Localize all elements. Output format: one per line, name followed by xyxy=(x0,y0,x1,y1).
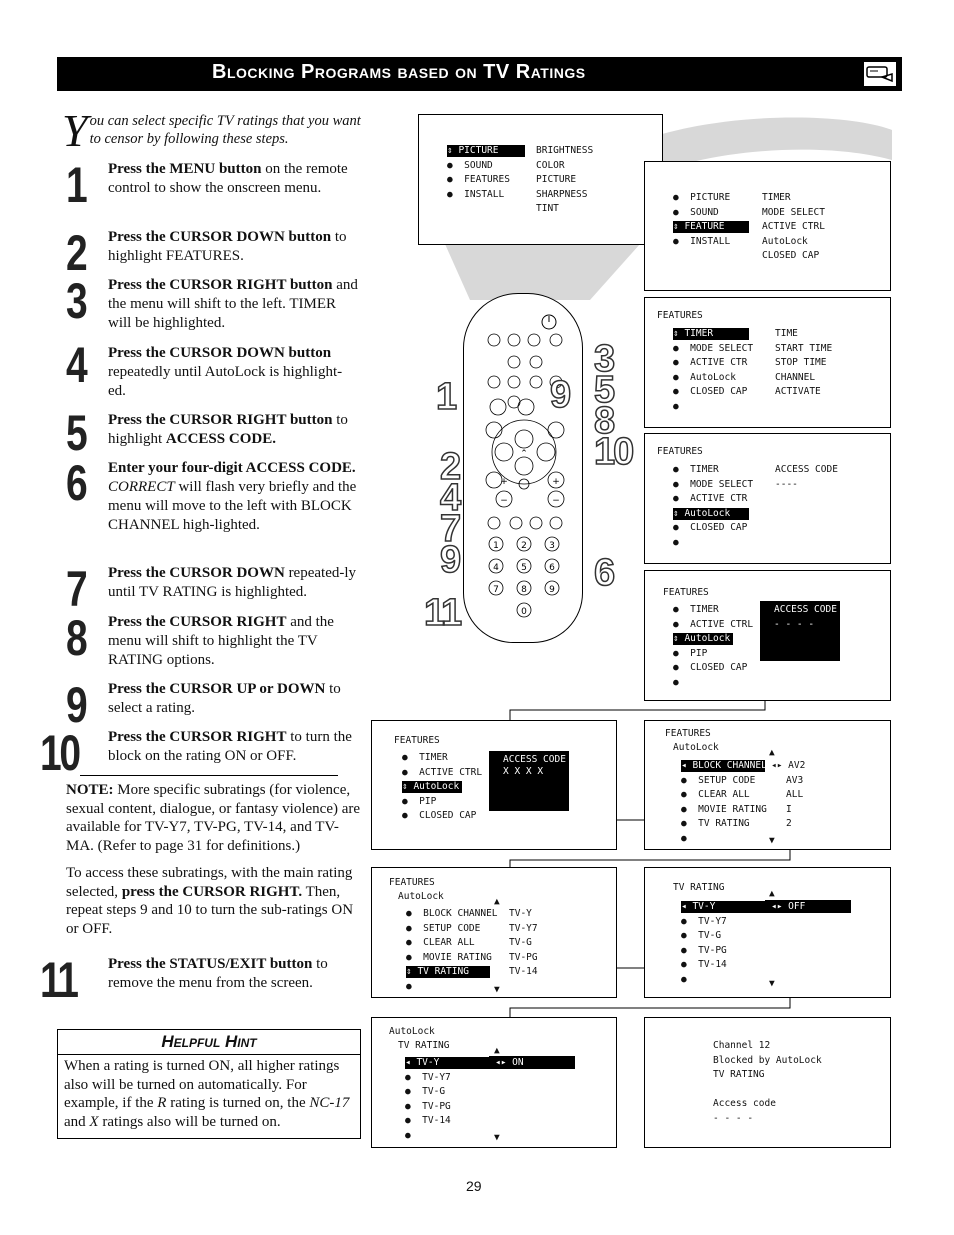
scroll-up-icon: ▲ xyxy=(494,896,500,907)
bullet-icon: ● xyxy=(681,915,699,927)
message-line: - - - - xyxy=(713,1112,754,1124)
bullet-icon: ⇕ xyxy=(673,633,685,644)
message-line: Channel 12 xyxy=(713,1040,771,1051)
menu-item: ⇕ PICTURE xyxy=(447,145,525,157)
bullet-icon: ● xyxy=(406,908,424,919)
menu-item: AutoLock xyxy=(762,235,808,247)
menu-item: ⇕ TV RATING xyxy=(406,966,490,978)
bullet-icon: ● xyxy=(406,980,412,992)
remote-control xyxy=(463,293,583,643)
menu-item: ● SETUP CODE xyxy=(681,774,756,786)
svg-text:8: 8 xyxy=(521,585,527,595)
bullet-icon: ● xyxy=(681,944,699,956)
callout-2479: 2 4 7 9 xyxy=(440,446,460,581)
menu-item: ● ACTIVE CTR xyxy=(673,357,748,368)
step-text: Press the CURSOR DOWN button repeatedly until AutoLock is highlight-ed. xyxy=(108,345,343,399)
menu-item: TV-14 xyxy=(509,966,538,977)
screen-tv-rating-on xyxy=(371,1017,617,1148)
step-number: 2 xyxy=(66,225,86,281)
step-text: Enter your four-digit ACCESS CODE. CORRECT will flash very briefly and the menu will move to the left with BLOCK CHANNEL high-lighted. xyxy=(108,460,357,533)
step-text: Press the CURSOR RIGHT button and the menu will shift to the left. TIMER will be highlighted. xyxy=(108,277,358,331)
step-text: Press the CURSOR DOWN button to highlight FEATURES. xyxy=(108,229,347,264)
menu-item: ● FEATURES xyxy=(447,174,510,185)
intro-text: ou can select specific TV ratings that you want to censor by following these steps. xyxy=(89,113,361,147)
menu-item: ◂ BLOCK CHANNEL xyxy=(681,760,767,771)
step-number: 9 xyxy=(66,677,86,733)
bullet-icon: ● xyxy=(673,662,691,673)
menu-item: ● CLOSED CAP xyxy=(673,386,748,397)
menu-item: TIME xyxy=(775,328,798,339)
message-line: Access code xyxy=(713,1098,776,1109)
scroll-down-icon: ▼ xyxy=(769,978,775,989)
svg-text:−: − xyxy=(500,496,508,506)
menu-item: TV-Y xyxy=(509,908,532,919)
menu-item: ⇕ FEATURE xyxy=(673,221,749,233)
bullet-icon: ● xyxy=(405,1071,423,1083)
menu-item: ● TV-14 xyxy=(681,959,727,970)
menu-item: ● TIMER xyxy=(673,464,719,475)
scroll-down-icon: ▼ xyxy=(494,1132,500,1143)
step-number: 7 xyxy=(66,561,86,617)
bullet-icon: ● xyxy=(673,386,691,397)
page-title: Blocking Programs based on TV Ratings xyxy=(212,61,586,83)
callout-1: 1 xyxy=(436,376,456,418)
bullet-icon: ◂ xyxy=(405,1057,417,1068)
step-number: 4 xyxy=(66,337,86,393)
menu-item: CLOSED CAP xyxy=(762,250,820,261)
menu-item: TV-PG xyxy=(509,951,538,963)
step-text: Press the MENU button on the remote control to show the onscreen menu. xyxy=(108,161,348,196)
svg-text:2: 2 xyxy=(521,541,527,551)
menu-item: TV-G xyxy=(509,937,532,948)
menu-item: TV-Y7 xyxy=(509,922,538,934)
menu-item: ● TV-Y7 xyxy=(405,1071,451,1083)
menu-item: AV3 xyxy=(786,774,804,786)
bullet-icon: ● xyxy=(447,188,465,200)
screen-tv-rating-selected xyxy=(371,867,617,998)
menu-item: ● MOVIE RATING xyxy=(681,803,767,815)
menu-item: ● PICTURE xyxy=(673,192,731,203)
menu-item: 2 xyxy=(786,818,792,829)
menu-title: FEATURES xyxy=(663,587,709,598)
menu-item: ● CLOSED CAP xyxy=(402,810,477,821)
bullet-icon: ● xyxy=(673,464,691,475)
access-code-value: X X X X xyxy=(503,766,544,777)
menu-item: START TIME xyxy=(775,342,833,354)
menu-item: ALL xyxy=(786,789,804,800)
hint-title: Helpful Hint xyxy=(58,1030,360,1055)
menu-item: ◂ TV-Y xyxy=(405,1057,489,1069)
bullet-icon: ⇕ xyxy=(673,221,685,232)
subrating-text-b: press the CURSOR RIGHT. xyxy=(121,883,303,900)
menu-item: ● TV-G xyxy=(405,1086,446,1097)
bullet-icon: ● xyxy=(681,930,699,941)
step-text: Press the CURSOR UP or DOWN to select a rating. xyxy=(108,681,341,716)
menu-item: TINT xyxy=(536,203,559,214)
menu-item: ⇕ TIMER xyxy=(673,328,749,340)
menu-item: MODE SELECT xyxy=(762,206,825,218)
svg-text:3: 3 xyxy=(549,541,555,551)
bullet-icon: ● xyxy=(673,676,679,688)
note-text: More specific subratings (for violence, sexual content, dialogue, or fantasy violence) are available for TV-Y7, TV-PG, TV-14, and TV-MA. (Refer to page 31 for definitions.) xyxy=(66,782,361,854)
bullet-icon: ● xyxy=(402,766,420,778)
bullet-icon: ⇕ xyxy=(673,507,685,519)
menu-title: FEATURES xyxy=(665,728,711,739)
bullet-icon: ● xyxy=(681,803,699,815)
bullet-icon: ● xyxy=(673,235,691,247)
menu-item: ● PIP xyxy=(402,795,437,807)
menu-item: ● SOUND xyxy=(447,159,493,171)
bullet-icon: ● xyxy=(406,922,424,934)
menu-item: ● CLOSED CAP xyxy=(673,662,748,673)
access-code-value: - - - - xyxy=(774,619,815,630)
menu-item: ● TIMER xyxy=(402,752,448,763)
menu-item: ACCESS CODE xyxy=(775,464,838,475)
bullet-icon: ● xyxy=(681,818,699,829)
access-code-label: ACCESS CODE xyxy=(774,604,837,615)
access-code-box xyxy=(489,751,569,811)
bullet-icon: ● xyxy=(405,1086,423,1097)
bullet-icon: ● xyxy=(405,1100,423,1112)
menu-item: PICTURE xyxy=(536,174,577,185)
menu-subtitle: AutoLock xyxy=(673,742,719,753)
menu-item: ◂ TV-Y xyxy=(681,901,765,913)
bullet-icon: ◂ xyxy=(681,760,693,771)
screen-tv-rating-off xyxy=(644,867,891,998)
svg-text:−: − xyxy=(552,496,560,506)
bullet-icon: ⇕ xyxy=(406,966,418,977)
screen-timer xyxy=(644,297,891,428)
bullet-icon: ● xyxy=(673,618,691,630)
menu-item: TIMER xyxy=(762,192,791,203)
callout-11: 11 xyxy=(424,592,461,634)
menu-subtitle: TV RATING xyxy=(398,1040,450,1051)
bullet-icon: ● xyxy=(673,371,691,383)
menu-item: ● TV-G xyxy=(681,930,722,941)
menu-item: ● TV-14 xyxy=(405,1115,451,1126)
bullet-icon: ● xyxy=(681,789,699,800)
menu-subtitle: AutoLock xyxy=(398,891,444,902)
menu-item: CHANNEL xyxy=(775,371,816,383)
menu-item: ● MODE SELECT xyxy=(673,478,754,490)
bullet-icon: ● xyxy=(447,159,465,171)
menu-item: SHARPNESS xyxy=(536,188,588,200)
bullet-icon: ● xyxy=(681,774,699,786)
bullet-icon: ● xyxy=(673,478,691,490)
step-text: Press the CURSOR RIGHT and the menu will shift to highlight the TV RATING options. xyxy=(108,614,334,668)
rating-value-bar xyxy=(765,900,851,913)
menu-item: ● CLEAR ALL xyxy=(406,937,475,948)
menu-item: ● INSTALL xyxy=(447,188,505,200)
screen-access-code xyxy=(644,570,891,701)
rating-value: ◂▸ ON xyxy=(495,1057,524,1068)
menu-item: ● TV-PG xyxy=(405,1100,451,1112)
menu-item: BRIGHTNESS xyxy=(536,145,594,156)
access-code-box xyxy=(760,601,840,661)
scroll-up-icon: ▲ xyxy=(494,1045,500,1056)
screen-blocked-message xyxy=(644,1017,891,1148)
svg-text:1: 1 xyxy=(493,541,499,551)
menu-title: FEATURES xyxy=(657,310,703,321)
menu-item: ● ACTIVE CTR xyxy=(673,493,748,504)
menu-item: ● SOUND xyxy=(673,206,719,218)
bullet-icon: ● xyxy=(402,810,420,821)
bullet-icon: ● xyxy=(681,973,687,985)
svg-text:0: 0 xyxy=(521,607,527,617)
callout-35810: 3 5 8 10 xyxy=(594,338,633,473)
bullet-icon: ● xyxy=(673,493,691,504)
screen-autolock xyxy=(644,433,891,564)
menu-title: FEATURES xyxy=(389,877,435,888)
menu-item: COLOR xyxy=(536,159,565,171)
menu-item: ● TV RATING xyxy=(681,818,750,829)
menu-item: ● TV-PG xyxy=(681,944,727,956)
svg-text:7: 7 xyxy=(493,585,499,595)
menu-item: ACTIVATE xyxy=(775,386,821,397)
bullet-icon: ● xyxy=(673,522,691,533)
scroll-up-icon: ▲ xyxy=(769,747,775,758)
step-text: Press the CURSOR DOWN repeated-ly until TV RATING is highlighted. xyxy=(108,565,357,600)
menu-item: ● AutoLock xyxy=(673,371,736,383)
svg-text:+: + xyxy=(500,477,508,487)
menu-item: ● ACTIVE CTRL xyxy=(673,618,754,630)
bullet-icon: ● xyxy=(673,647,691,659)
bullet-icon: ● xyxy=(673,192,691,203)
bullet-icon: ◂▸ xyxy=(771,760,789,771)
message-line: Blocked by AutoLock xyxy=(713,1054,822,1066)
bullet-icon: ● xyxy=(673,400,679,412)
step-number: 6 xyxy=(66,455,86,511)
bullet-icon: ● xyxy=(673,357,691,368)
bullet-icon: ● xyxy=(673,536,679,548)
bullet-icon: ⇕ xyxy=(673,328,685,339)
menu-title: FEATURES xyxy=(394,735,440,746)
bullet-icon: ● xyxy=(405,1129,411,1141)
hint-body: When a rating is turned ON, all higher ratings also will be turned on automatically. For example, if the R rating is turned on, the NC-17 and X ratings also will be turned on. xyxy=(64,1058,350,1130)
step-number: 10 xyxy=(40,725,79,781)
page-number: 29 xyxy=(466,1178,482,1194)
bullet-icon: ● xyxy=(405,1115,423,1126)
bullet-icon: ● xyxy=(673,604,691,615)
bullet-icon: ◂▸ xyxy=(771,901,789,912)
menu-item: ● MOVIE RATING xyxy=(406,951,492,963)
message-line: TV RATING xyxy=(713,1069,765,1080)
menu-item: ● CLEAR ALL xyxy=(681,789,750,800)
svg-text:6: 6 xyxy=(549,563,555,573)
callout-9: 9 xyxy=(550,374,570,416)
svg-text:⌃: ⌃ xyxy=(520,449,528,459)
bullet-icon: ● xyxy=(681,959,699,970)
menu-item: ● TV-Y7 xyxy=(681,915,727,927)
menu-item: ● INSTALL xyxy=(673,235,731,247)
menu-item: ◂▸ AV2 xyxy=(771,760,806,771)
svg-text:9: 9 xyxy=(549,585,555,595)
bullet-icon: ● xyxy=(681,832,687,844)
menu-item: ● BLOCK CHANNEL xyxy=(406,908,498,919)
step-number: 8 xyxy=(66,610,86,666)
scroll-down-icon: ▼ xyxy=(494,984,500,995)
screen-code-entered xyxy=(371,720,617,850)
menu-item: ⇕ AutoLock xyxy=(673,508,749,520)
screen-block-channel xyxy=(644,720,891,850)
menu-item: ● TIMER xyxy=(673,604,719,615)
menu-item: ---- xyxy=(775,478,798,490)
step-text: Press the STATUS/EXIT button to remove the menu from the screen. xyxy=(108,956,328,991)
rating-value-bar xyxy=(489,1056,575,1069)
rating-value: ◂▸ OFF xyxy=(771,901,806,912)
drop-cap: Y xyxy=(62,105,88,156)
menu-item: ⇕ AutoLock xyxy=(673,633,733,645)
subrating-text-c: Then, repeat steps 9 and 10 to turn the sub-ratings ON or OFF. xyxy=(66,883,354,937)
step-number: 1 xyxy=(66,157,86,213)
menu-item: ● PIP xyxy=(673,647,708,659)
subrating-text-a: To access these subratings, with the main rating selected, xyxy=(66,865,353,900)
bullet-icon: ● xyxy=(673,342,691,354)
menu-item: ● SETUP CODE xyxy=(406,922,481,934)
menu-title: AutoLock xyxy=(389,1026,435,1037)
step-number: 11 xyxy=(40,952,77,1008)
menu-item: ● CLOSED CAP xyxy=(673,522,748,533)
bullet-icon: ◂ xyxy=(681,901,693,912)
bullet-icon: ⇕ xyxy=(447,145,459,156)
note-label: NOTE: xyxy=(66,782,114,798)
bullet-icon: ● xyxy=(447,174,465,185)
svg-text:5: 5 xyxy=(521,563,527,573)
step-number: 5 xyxy=(66,405,86,461)
menu-item: STOP TIME xyxy=(775,357,827,368)
menu-title: FEATURES xyxy=(657,446,703,457)
step-text: Press the CURSOR RIGHT to turn the block on the rating ON or OFF. xyxy=(108,729,352,764)
bullet-icon: ● xyxy=(406,937,424,948)
menu-item: ● MODE SELECT xyxy=(673,342,754,354)
bullet-icon: ● xyxy=(402,752,420,763)
bullet-icon: ● xyxy=(673,206,691,218)
menu-title: TV RATING xyxy=(673,882,725,893)
step-text: Press the CURSOR RIGHT button to highlight ACCESS CODE. xyxy=(108,412,348,447)
svg-text:+: + xyxy=(552,477,560,487)
menu-item: ● ACTIVE CTRL xyxy=(402,766,483,778)
menu-item: ACTIVE CTRL xyxy=(762,221,825,232)
step-number: 3 xyxy=(66,273,86,329)
svg-text:4: 4 xyxy=(493,563,499,573)
access-code-label: ACCESS CODE xyxy=(503,754,566,765)
callout-6: 6 xyxy=(594,552,614,594)
menu-item: I xyxy=(786,803,792,815)
menu-item: ⇕ AutoLock xyxy=(402,781,462,793)
bullet-icon: ● xyxy=(402,795,420,807)
scroll-up-icon: ▲ xyxy=(769,888,775,899)
bullet-icon: ◂▸ xyxy=(495,1057,513,1068)
bullet-icon: ● xyxy=(406,951,424,963)
scroll-down-icon: ▼ xyxy=(769,835,775,846)
screen-main-menu xyxy=(418,114,663,245)
screen-features-selected xyxy=(644,161,891,291)
bullet-icon: ⇕ xyxy=(402,781,414,792)
